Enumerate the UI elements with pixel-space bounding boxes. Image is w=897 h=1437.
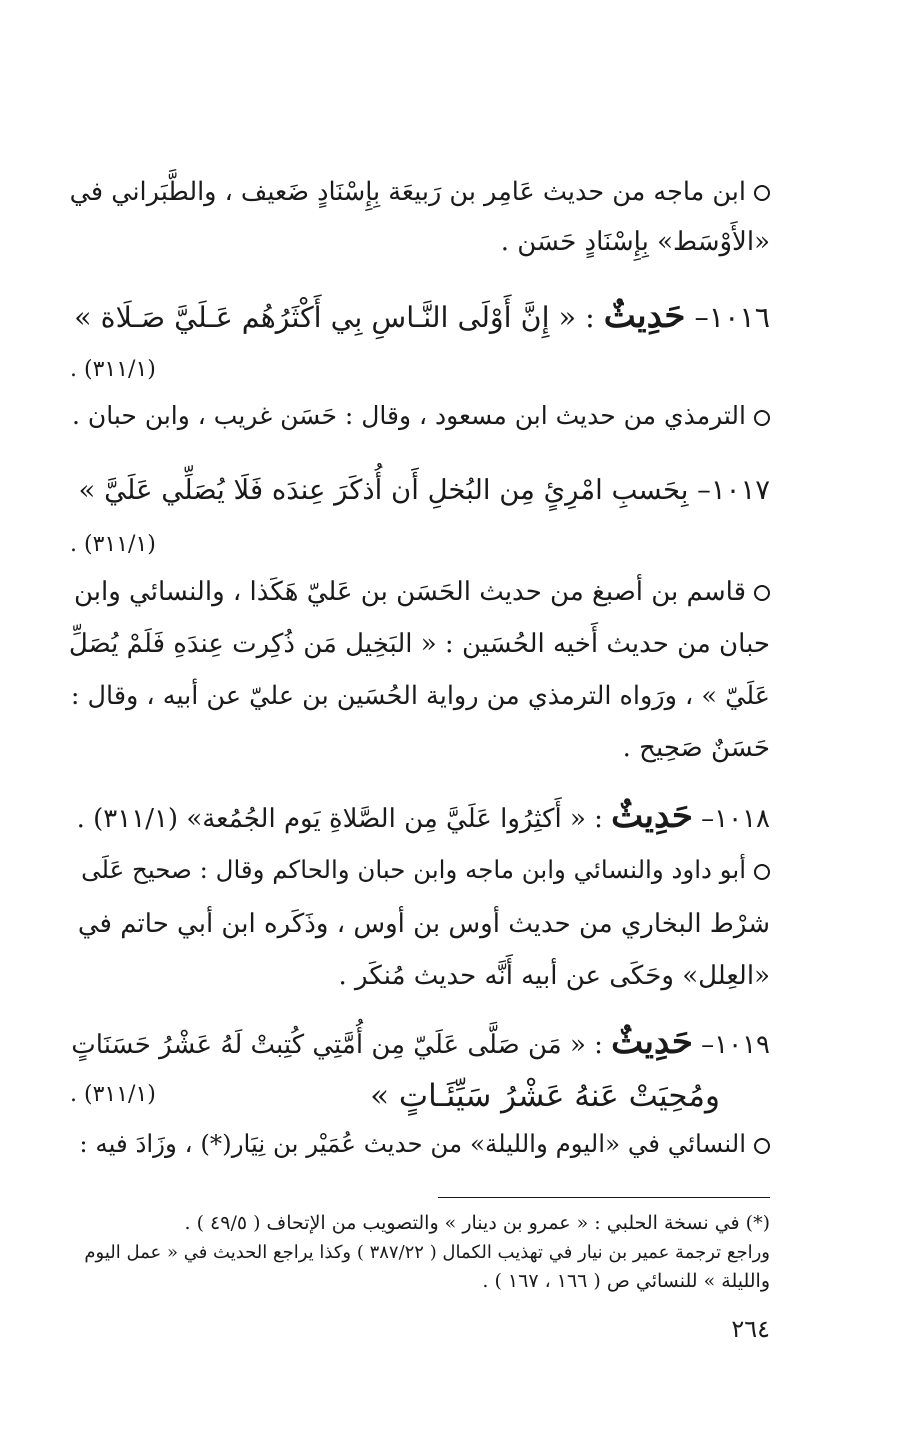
reference: (٣١١/١) . <box>70 357 156 382</box>
bullet-circle-icon <box>754 585 770 601</box>
text-line: «العِلل» وحَكَى عن أبيه أَنَّه حديث مُنكَر . <box>338 961 770 991</box>
text-line: أبو داود والنسائي وابن ماجه وابن حبان والحاكم وقال : صحيح عَلَى <box>70 850 770 890</box>
reference: (٣١١/١) . <box>70 1082 156 1107</box>
page-number: ٢٦٤ <box>731 1315 770 1343</box>
hadith-heading-1019-continued: ومُحِيَتْ عَنهُ عَشْرُ سَيِّئَـاتٍ » <box>370 1078 720 1114</box>
text-line: شرْط البخاري من حديث أوس بن أوس ، وذَكَره ابن أبي حاتم في <box>77 909 770 939</box>
hadith-heading-1016: ١٠١٦– حَدِيثٌ : « إِنَّ أَوْلَى النَّـاسِ بِي أَكْثَرُهُم عَـلَيَّ صَـلَاة » <box>74 296 770 336</box>
hadith-heading-1018: ١٠١٨– حَدِيثٌ : « أَكثِرُوا عَلَيَّ مِن الصَّلاةِ يَوم الجُمُعة» (٣١١/١) . <box>76 796 770 836</box>
text-line: عَلَيّ » ، ورَواه الترمذي من رواية الحُسَين بن عليّ عن أبيه ، وقال : <box>70 681 770 711</box>
footnote-line: (*) في نسخة الحلبي : « عمرو بن دينار » والتصويب من الإتحاف ( ٤٩/٥ ) . <box>184 1212 770 1234</box>
bullet-circle-icon <box>754 185 770 201</box>
text-line: النسائي في «اليوم والليلة» من حديث عُمَيْر بن نِيَار(*) ، وزَادَ فيه : <box>70 1124 770 1164</box>
text-line: قاسم بن أصبغ من حديث الحَسَن بن عَليّ هَكَذا ، والنسائي وابن <box>70 572 770 612</box>
page <box>70 0 770 1437</box>
bullet-circle-icon <box>754 864 770 880</box>
bullet-circle-icon <box>754 410 770 426</box>
footnote-line: والليلة » للنسائي ص ( ١٦٦ ، ١٦٧ ) . <box>482 1270 770 1292</box>
text-line: حَسَنٌ صَحِيح . <box>622 733 770 763</box>
hadith-heading-1019: ١٠١٩– حَدِيثٌ : « مَن صَلَّى عَلَيّ مِن أُمَّتِي كُتِبتْ لَهُ عَشْرُ حَسَنَاتٍ <box>71 1022 770 1062</box>
text-line: ابن ماجه من حديث عَامِر بن رَبيعَة بِإِسْنَادٍ ضَعيف ، والطَّبَراني في <box>70 172 770 212</box>
reference: (٣١١/١) . <box>70 532 156 557</box>
bullet-circle-icon <box>754 1138 770 1154</box>
text-line: حبان من حديث أَخيه الحُسَين : « البَخِيل مَن ذُكِرت عِندَهِ فَلَمْ يُصَلِّ <box>68 629 770 659</box>
footnote-line: وراجع ترجمة عمير بن نيار في تهذيب الكمال ( ٣٨٧/٢٢ ) وكذا يراجع الحديث في « عمل اليوم <box>84 1242 770 1263</box>
text-line: «الأَوْسَط» بِإِسْنَادٍ حَسَن . <box>500 227 770 257</box>
text-line: الترمذي من حديث ابن مسعود ، وقال : حَسَن غريب ، وابن حبان . <box>70 396 770 436</box>
footnote-separator <box>438 1197 770 1198</box>
hadith-heading-1017: ١٠١٧– بِحَسبِ امْرِئٍ مِن البُخلِ أَن أُذكَرَ عِندَه فَلَا يُصَلِّي عَلَيَّ » <box>78 474 770 506</box>
